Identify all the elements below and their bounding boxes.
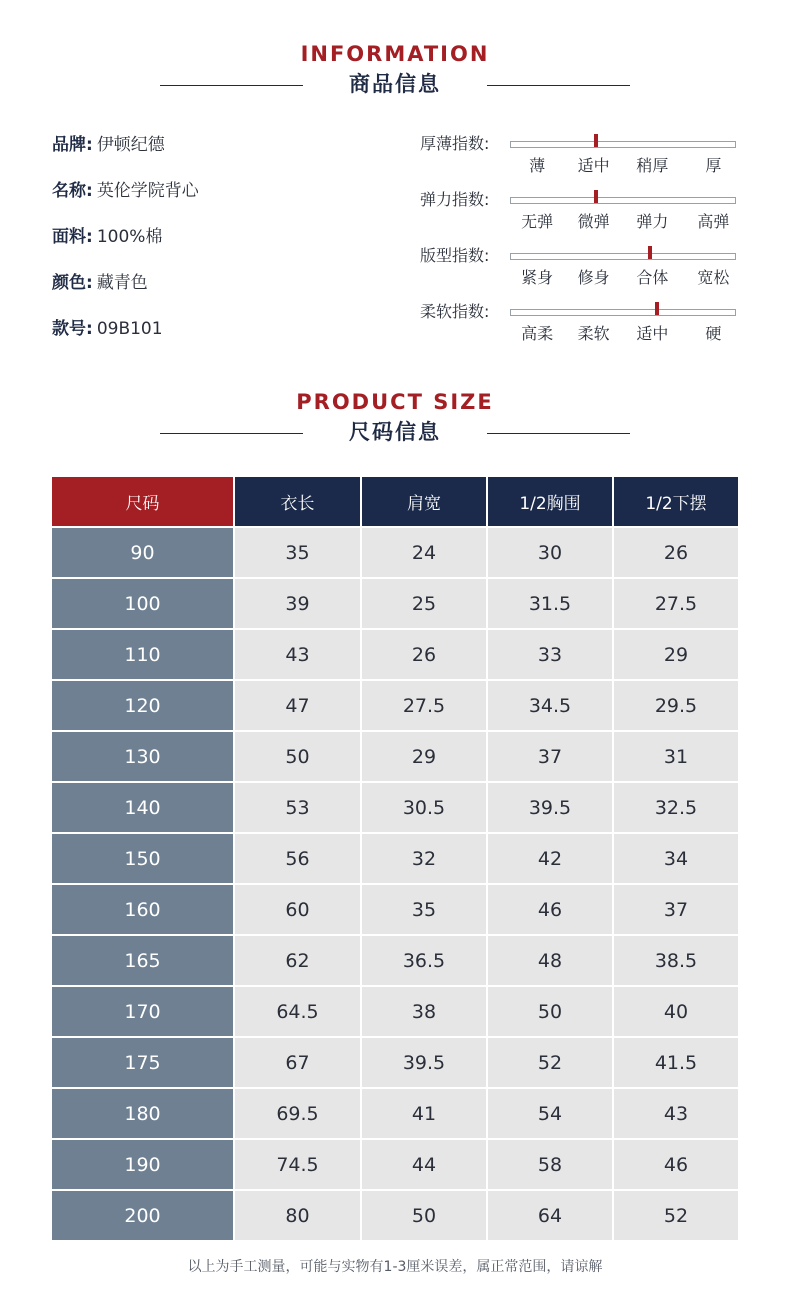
footnote: 以上为手工测量，可能与实物有1-3厘米误差，属正常范围，请谅解: [187, 1259, 603, 1275]
attribute-value: 09B101: [96, 319, 163, 339]
measurement-cell: 47: [235, 679, 362, 730]
measurement-cell: 42: [488, 832, 614, 883]
table-row: [52, 577, 738, 628]
table-row: [52, 1138, 738, 1189]
index-option: 柔软: [577, 324, 610, 343]
info-title-cn: 商品信息: [349, 72, 441, 96]
size-cell: 170: [52, 985, 235, 1036]
measurement-cell: 46: [614, 1138, 738, 1189]
measurement-cell: 34.5: [488, 679, 614, 730]
measurement-cell: 32.5: [614, 781, 738, 832]
attribute-row: [52, 130, 199, 176]
index-row: [420, 187, 750, 243]
measurement-cell: 30.5: [362, 781, 488, 832]
measurement-cell: 27.5: [614, 577, 738, 628]
measurement-cell: 38: [362, 985, 488, 1036]
index-option: 适中: [577, 156, 610, 175]
measurement-cell: 52: [488, 1036, 614, 1087]
index-option: 薄: [529, 156, 546, 175]
index-scale: [510, 197, 736, 204]
divider-left: [160, 85, 303, 86]
index-label: 厚薄指数:: [420, 134, 490, 153]
size-cell: 175: [52, 1036, 235, 1087]
index-marker: [594, 134, 598, 147]
measurement-cell: 39: [235, 577, 362, 628]
index-row: [420, 243, 750, 299]
attribute-row: [52, 268, 199, 314]
measurement-cell: 27.5: [362, 679, 488, 730]
index-option: 合体: [636, 268, 669, 287]
divider-right: [487, 85, 630, 86]
attribute-key: 名称:: [52, 181, 93, 201]
measurement-cell: 29.5: [614, 679, 738, 730]
table-header-row: [52, 477, 738, 526]
measurement-cell: 50: [362, 1189, 488, 1240]
index-label: 版型指数:: [420, 246, 490, 265]
divider-left: [160, 433, 303, 434]
divider-right: [487, 433, 630, 434]
column-header: 衣长: [235, 477, 362, 526]
index-option: 弹力: [636, 212, 669, 231]
measurement-cell: 31: [614, 730, 738, 781]
measurement-cell: 41.5: [614, 1036, 738, 1087]
measurement-cell: 50: [235, 730, 362, 781]
info-header: [0, 42, 790, 98]
index-marker: [648, 246, 652, 259]
size-cell: 190: [52, 1138, 235, 1189]
index-panel: [420, 131, 750, 355]
measurement-cell: 35: [362, 883, 488, 934]
measurement-cell: 41: [362, 1087, 488, 1138]
measurement-cell: 26: [362, 628, 488, 679]
index-scale: [510, 141, 736, 148]
column-header: 尺码: [52, 477, 235, 526]
measurement-cell: 25: [362, 577, 488, 628]
table-row: [52, 985, 738, 1036]
attribute-value: 藏青色: [96, 273, 148, 293]
measurement-cell: 43: [235, 628, 362, 679]
measurement-cell: 67: [235, 1036, 362, 1087]
index-option: 硬: [705, 324, 722, 343]
size-cell: 100: [52, 577, 235, 628]
measurement-cell: 69.5: [235, 1087, 362, 1138]
attribute-list: [52, 130, 199, 360]
size-cell: 165: [52, 934, 235, 985]
measurement-cell: 26: [614, 526, 738, 577]
table-row: [52, 934, 738, 985]
size-cell: 110: [52, 628, 235, 679]
column-header: 1/2胸围: [488, 477, 614, 526]
measurement-cell: 64.5: [235, 985, 362, 1036]
index-option: 修身: [577, 268, 610, 287]
measurement-cell: 60: [235, 883, 362, 934]
measurement-cell: 31.5: [488, 577, 614, 628]
measurement-cell: 50: [488, 985, 614, 1036]
attribute-row: [52, 176, 199, 222]
column-header: 1/2下摆: [614, 477, 738, 526]
size-cell: 150: [52, 832, 235, 883]
table-row: [52, 781, 738, 832]
table-row: [52, 883, 738, 934]
measurement-cell: 40: [614, 985, 738, 1036]
index-marker: [594, 190, 598, 203]
table-row: [52, 832, 738, 883]
table-row: [52, 679, 738, 730]
measurement-cell: 33: [488, 628, 614, 679]
index-option: 厚: [705, 156, 722, 175]
attribute-key: 面料:: [52, 227, 93, 247]
measurement-cell: 39.5: [488, 781, 614, 832]
measurement-cell: 48: [488, 934, 614, 985]
index-option: 高柔: [521, 324, 554, 343]
measurement-cell: 43: [614, 1087, 738, 1138]
size-cell: 130: [52, 730, 235, 781]
index-option: 适中: [636, 324, 669, 343]
index-marker: [655, 302, 659, 315]
measurement-cell: 39.5: [362, 1036, 488, 1087]
index-option: 稍厚: [636, 156, 669, 175]
size-title-cn: 尺码信息: [349, 420, 441, 444]
measurement-cell: 56: [235, 832, 362, 883]
index-scale: [510, 309, 736, 316]
measurement-cell: 38.5: [614, 934, 738, 985]
table-row: [52, 526, 738, 577]
attribute-value: 英伦学院背心: [96, 181, 199, 201]
measurement-cell: 53: [235, 781, 362, 832]
table-row: [52, 1036, 738, 1087]
index-option: 紧身: [521, 268, 554, 287]
attribute-key: 款号:: [52, 319, 93, 339]
size-cell: 180: [52, 1087, 235, 1138]
size-title-en: PRODUCT SIZE: [296, 390, 494, 414]
measurement-cell: 64: [488, 1189, 614, 1240]
measurement-cell: 32: [362, 832, 488, 883]
measurement-cell: 54: [488, 1087, 614, 1138]
attribute-key: 颜色:: [52, 273, 93, 293]
measurement-cell: 62: [235, 934, 362, 985]
column-header: 肩宽: [362, 477, 488, 526]
index-row: [420, 131, 750, 187]
measurement-cell: 35: [235, 526, 362, 577]
attribute-key: 品牌:: [52, 135, 93, 155]
measurement-cell: 37: [488, 730, 614, 781]
measurement-cell: 80: [235, 1189, 362, 1240]
index-label: 柔软指数:: [420, 302, 490, 321]
index-option: 无弹: [521, 212, 554, 231]
index-option: 微弹: [577, 212, 610, 231]
size-cell: 120: [52, 679, 235, 730]
size-header: [0, 390, 790, 446]
measurement-cell: 36.5: [362, 934, 488, 985]
attribute-row: [52, 222, 199, 268]
size-cell: 160: [52, 883, 235, 934]
attribute-row: [52, 314, 199, 360]
measurement-cell: 24: [362, 526, 488, 577]
measurement-cell: 44: [362, 1138, 488, 1189]
measurement-cell: 30: [488, 526, 614, 577]
table-row: [52, 1189, 738, 1240]
attribute-value: 伊顿纪德: [96, 135, 165, 155]
index-option: 宽松: [697, 268, 730, 287]
measurement-cell: 46: [488, 883, 614, 934]
measurement-cell: 58: [488, 1138, 614, 1189]
index-label: 弹力指数:: [420, 190, 490, 209]
measurement-cell: 74.5: [235, 1138, 362, 1189]
size-cell: 140: [52, 781, 235, 832]
measurement-cell: 37: [614, 883, 738, 934]
table-row: [52, 730, 738, 781]
measurement-cell: 52: [614, 1189, 738, 1240]
size-cell: 200: [52, 1189, 235, 1240]
attribute-value: 100%棉: [96, 227, 163, 247]
size-cell: 90: [52, 526, 235, 577]
index-option: 高弹: [697, 212, 730, 231]
measurement-cell: 34: [614, 832, 738, 883]
table-row: [52, 1087, 738, 1138]
index-row: [420, 299, 750, 355]
measurement-cell: 29: [362, 730, 488, 781]
size-table: [52, 477, 738, 1240]
table-row: [52, 628, 738, 679]
index-scale: [510, 253, 736, 260]
info-title-en: INFORMATION: [300, 42, 490, 66]
measurement-cell: 29: [614, 628, 738, 679]
